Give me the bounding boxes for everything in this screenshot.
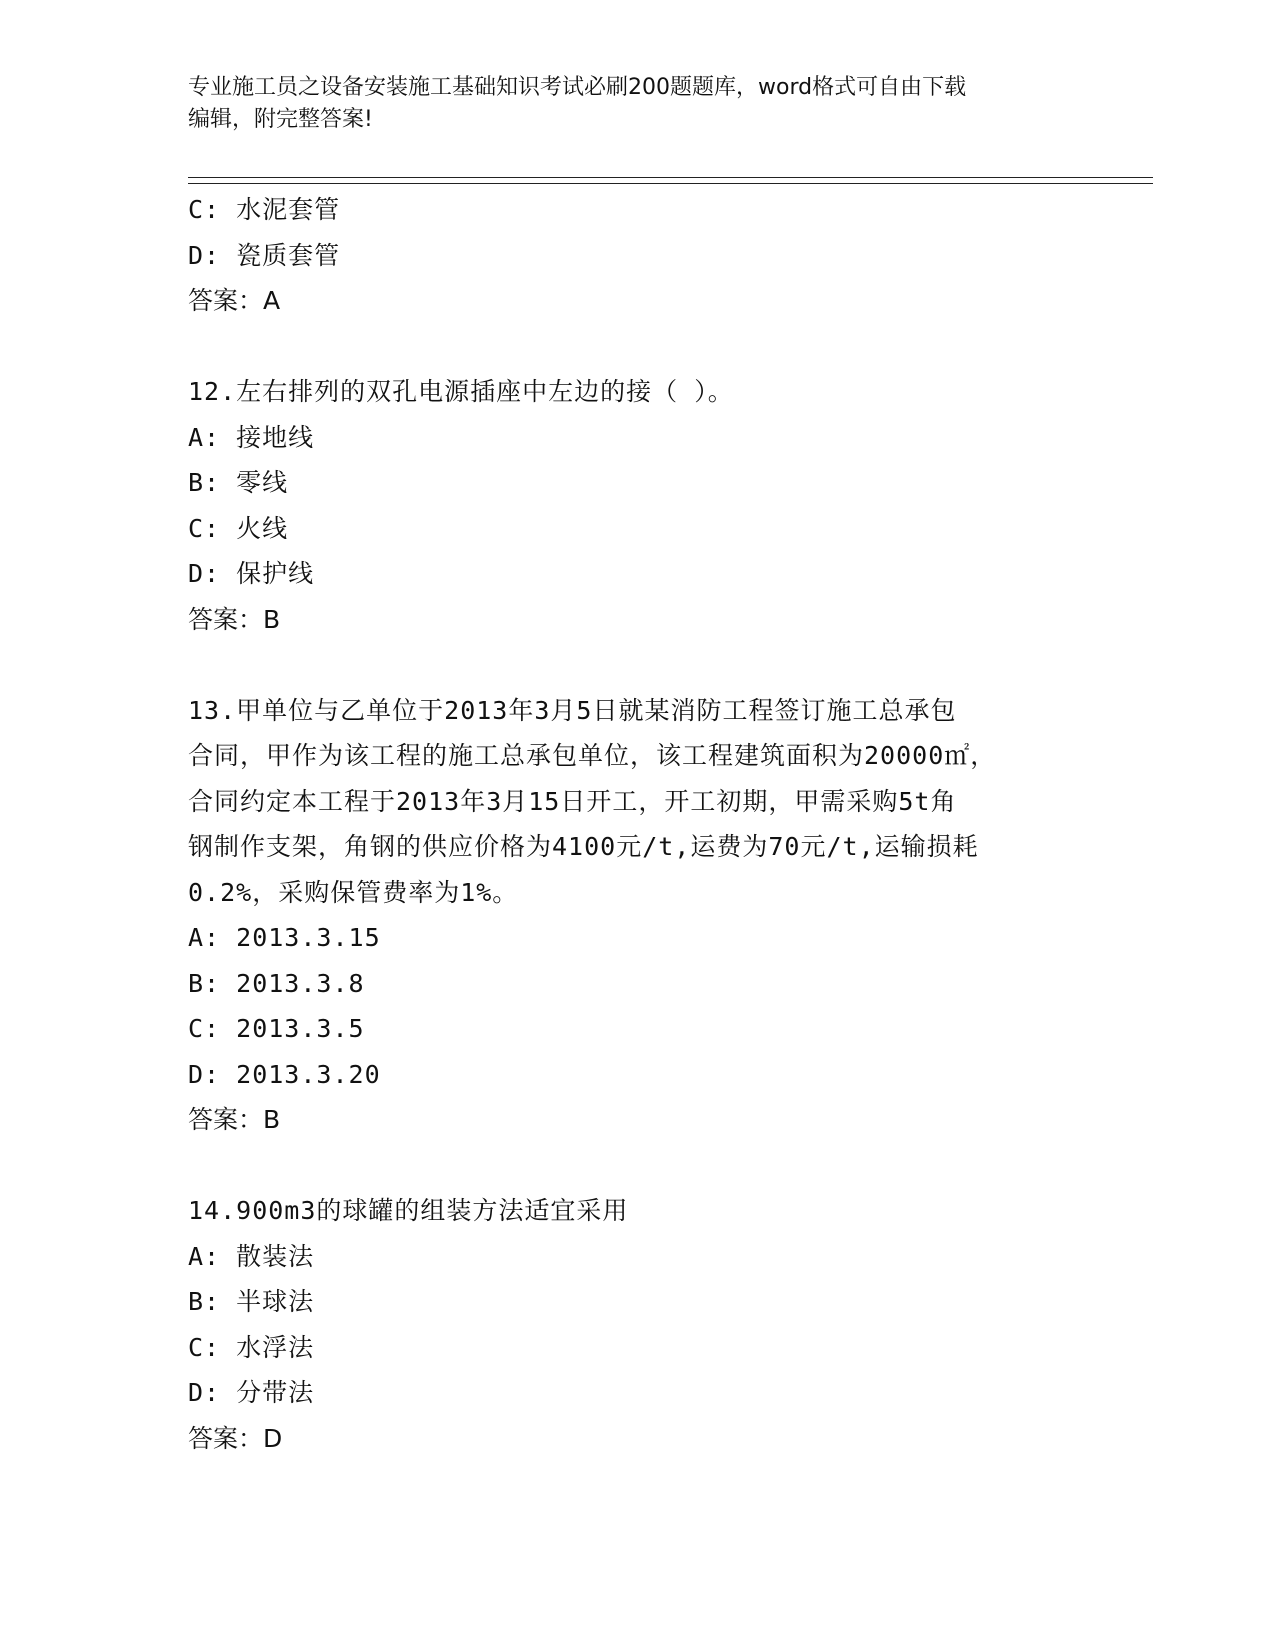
question-option: C: 水泥套管 [188,195,341,224]
question-block [188,187,1088,324]
question-option: D: 2013.3.20 [188,1059,381,1089]
question-option: C: 火线 [188,513,289,543]
question-answer: 答案：D [188,1423,283,1453]
question-answer: 答案：B [188,1105,281,1134]
header-line-1: 专业施工员之设备安装施工基础知识考试必刷200题题库，word格式可自由下载 [188,75,967,100]
header-divider-bottom [188,183,1153,184]
question-block [188,1188,1088,1461]
question-spacer [188,324,1088,370]
question-block [188,688,1088,1143]
header-divider-top [188,177,1153,178]
question-list [188,187,1088,1461]
question-stem-line: 合同，甲作为该工程的施工总承包单位，该工程建筑面积为20000㎡， [188,741,997,770]
question-stem-line: 合同约定本工程于2013年3月15日开工，开工初期，甲需采购5t角 [188,786,957,816]
header-line-2: 编辑，附完整答案! [188,107,373,132]
question-option: A: 接地线 [188,422,315,452]
document-header [188,72,1088,136]
question-stem-line: 钢制作支架，角钢的供应价格为4100元/t,运费为70元/t,运输损耗 [188,832,979,861]
question-option: B: 2013.3.8 [188,968,365,998]
question-answer: 答案：B [188,604,281,634]
question-stem-line: 13.甲单位与乙单位于2013年3月5日就某消防工程签订施工总承包 [188,695,957,725]
question-stem-line: 0.2%，采购保管费率为1%。 [188,877,519,907]
question-option: D: 瓷质套管 [188,240,341,270]
question-option: B: 零线 [188,468,289,497]
question-option: C: 2013.3.5 [188,1014,365,1043]
question-option: B: 半球法 [188,1287,315,1316]
question-option: C: 水浮法 [188,1332,315,1362]
question-answer: 答案：A [188,286,281,315]
question-option: D: 分带法 [188,1378,315,1407]
question-spacer [188,642,1088,688]
question-option: A: 2013.3.15 [188,923,381,952]
question-stem-line: 14.900m3的球罐的组装方法适宜采用 [188,1196,629,1225]
question-option: A: 散装法 [188,1241,315,1271]
question-block [188,369,1088,642]
question-stem-line: 12.左右排列的双孔电源插座中左边的接（ ）。 [188,377,734,406]
question-option: D: 保护线 [188,559,315,588]
question-spacer [188,1143,1088,1189]
